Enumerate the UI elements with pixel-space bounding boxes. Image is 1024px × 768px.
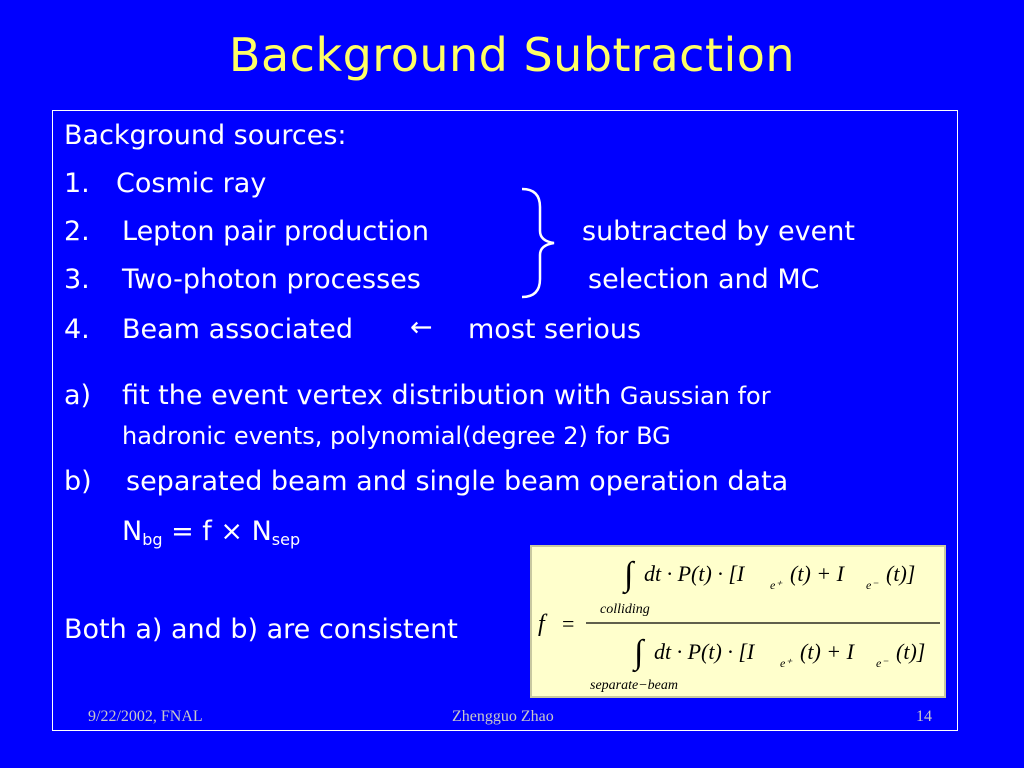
curly-brace-icon [518, 187, 560, 299]
nbg-mid: = f × N [162, 516, 272, 547]
source-num: 2. [64, 216, 90, 247]
item-label: b) [64, 466, 92, 497]
source-item-4 [64, 314, 353, 345]
nbg-sub: bg [142, 530, 163, 549]
nbg-equation [122, 516, 300, 549]
brace-note-line-1: subtracted by event [582, 216, 855, 247]
item-b-text: separated beam and single beam operation data [126, 466, 789, 497]
left-arrow-icon: ← [410, 312, 433, 343]
item-a-text-small: Gaussian for [619, 382, 771, 410]
formula-svg [532, 547, 944, 696]
item-a [64, 380, 771, 411]
source-num: 4. [64, 314, 90, 345]
numerator-tail: (t)] [886, 561, 916, 586]
denominator-tail: (t)] [896, 639, 926, 664]
formula-box [530, 545, 946, 698]
brace-note-line-2: selection and MC [588, 264, 820, 295]
footer-date: 9/22/2002, FNAL [88, 708, 203, 725]
denominator-mid: (t) + I [800, 639, 854, 664]
source-item-3 [64, 264, 421, 295]
denominator-e-minus: e⁻ [876, 656, 888, 670]
footer-author: Zhengguo Zhao [452, 708, 554, 725]
item-label: a) [64, 380, 92, 411]
source-item-1 [64, 168, 267, 199]
slide-title: Background Subtraction [228, 28, 796, 82]
integral-sign-numerator: ∫ [624, 556, 634, 593]
denominator-e-plus: e⁺ [780, 656, 792, 670]
nbg-n: N [122, 516, 143, 547]
source-text: Cosmic ray [116, 168, 267, 199]
background-sources-heading: Background sources: [64, 120, 347, 151]
denominator-integrand: dt · P(t) · [I [654, 639, 755, 664]
item-a-line-1 [122, 380, 771, 411]
most-serious-note: most serious [468, 314, 642, 345]
formula-equals: = [562, 611, 575, 636]
numerator-e-minus: e⁻ [866, 578, 878, 592]
source-num: 1. [64, 168, 90, 199]
formula-lhs: f [538, 611, 545, 637]
item-a-text: fit the event vertex distribution with [122, 380, 620, 411]
nsep-sub: sep [271, 530, 301, 549]
footer-page-number: 14 [916, 708, 932, 725]
numerator-mid: (t) + I [790, 561, 844, 586]
source-num: 3. [64, 264, 90, 295]
numerator-limit: colliding [600, 602, 650, 617]
item-b [64, 466, 789, 497]
conclusion-text: Both a) and b) are consistent [64, 614, 458, 645]
source-item-2 [64, 216, 429, 247]
numerator-integrand: dt · P(t) · [I [644, 561, 745, 586]
source-text: Lepton pair production [122, 216, 429, 247]
source-text: Two-photon processes [122, 264, 421, 295]
integral-sign-denominator: ∫ [634, 634, 644, 671]
item-a-line-2: hadronic events, polynomial(degree 2) for BG [122, 422, 671, 450]
denominator-limit: separate−beam [590, 678, 678, 693]
source-text: Beam associated [122, 314, 353, 345]
numerator-e-plus: e⁺ [770, 578, 782, 592]
